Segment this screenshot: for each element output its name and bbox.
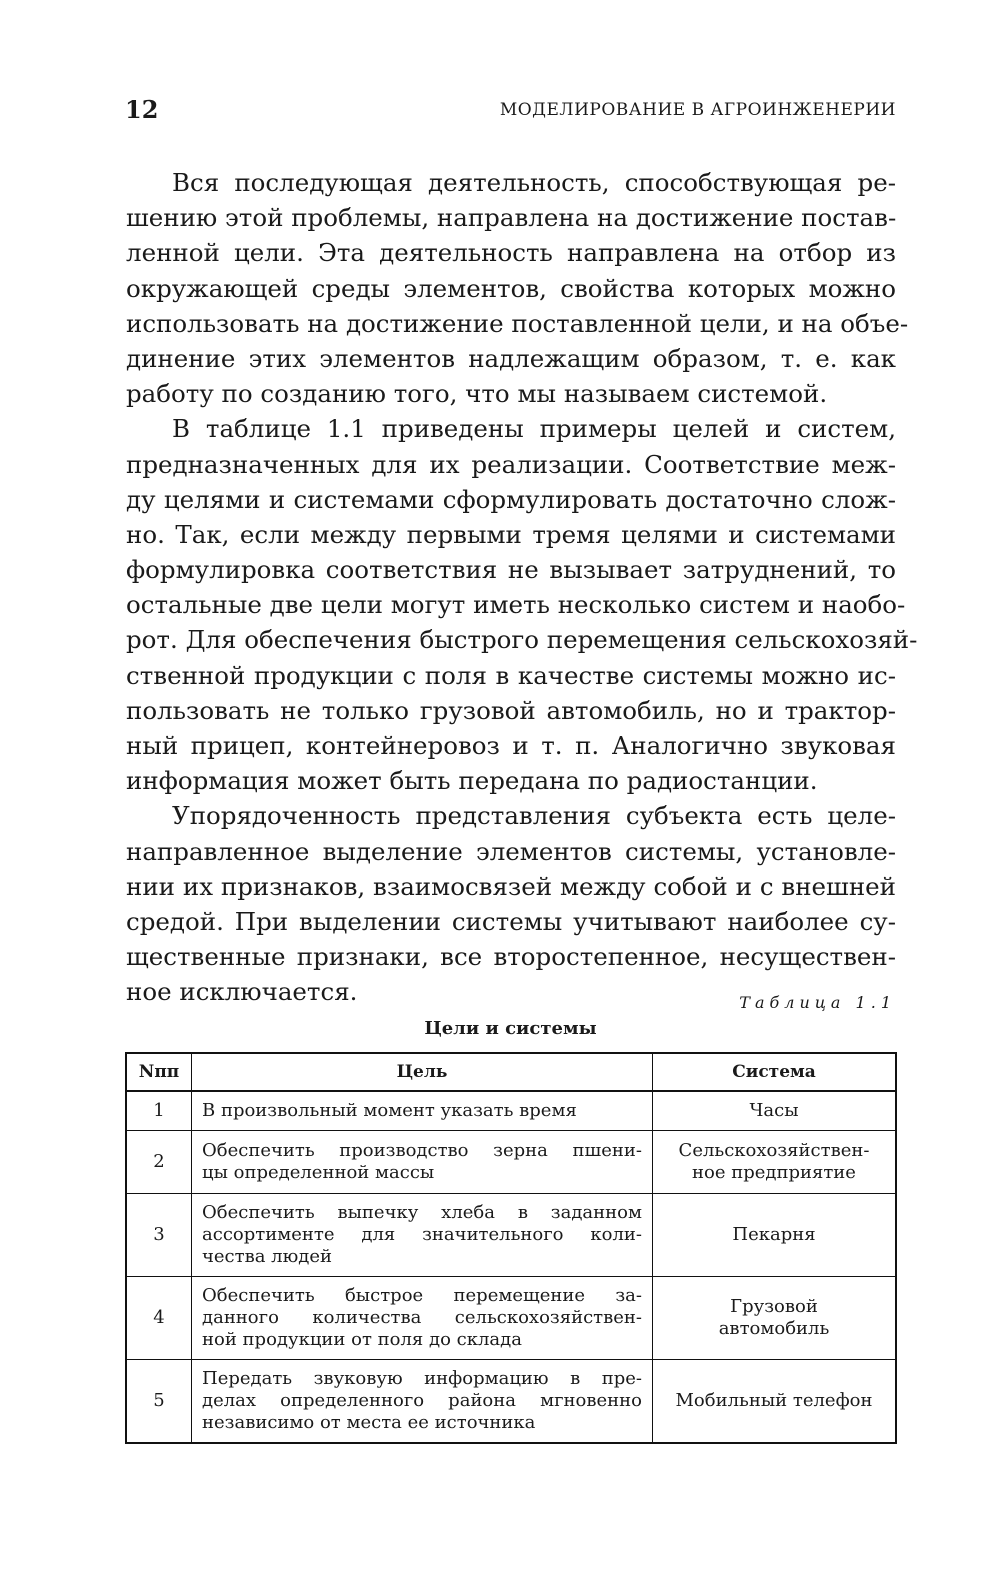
goal-line: ной продукции от поля до склада (202, 1329, 522, 1350)
system-cell (653, 1091, 897, 1131)
text-line: нии их признаков, взаимосвязей между собой и с внешней (126, 871, 896, 901)
body-text (126, 165, 918, 1010)
text-line: щественные признаки, все второстепенное, несуществен- (126, 942, 896, 972)
system-line: Грузовой (730, 1296, 818, 1317)
system-cell (653, 1277, 897, 1360)
text-line: средой. При выделении системы учитывают наиболее су- (126, 906, 896, 936)
text-line: ный прицеп, контейнеровоз и т. п. Аналогично звуковая (126, 731, 896, 760)
header-system: Система (653, 1053, 897, 1091)
goal-cell (192, 1131, 653, 1194)
system-line: ное предприятие (692, 1162, 856, 1183)
text-line: информация может быть передана по радиостанции. (126, 766, 818, 796)
system-line: Сельскохозяйствен- (678, 1140, 870, 1161)
goal-line: Обеспечить выпечку хлеба в заданном (202, 1202, 642, 1223)
table-title: Цели и системы (424, 1018, 597, 1039)
page-number: 12 (125, 95, 159, 124)
goal-line: ассортименте для значительного коли- (202, 1224, 642, 1245)
goal-cell (192, 1277, 653, 1360)
goal-line: чества людей (202, 1246, 333, 1267)
table-row (126, 1194, 896, 1277)
goals-systems-table (125, 1052, 897, 1444)
row-number: 2 (126, 1131, 192, 1194)
goal-line: Обеспечить производство зерна пшени- (202, 1140, 642, 1161)
goal-cell (192, 1360, 653, 1444)
system-line: Пекарня (732, 1224, 816, 1245)
header-number: Nпп (126, 1053, 192, 1091)
text-line: пользовать не только грузовой автомобиль, но и трактор- (126, 695, 896, 725)
text-line: рот. Для обеспечения быстрого перемещения сельскохозяй- (126, 625, 918, 655)
text-line: ственной продукции с поля в качестве системы можно ис- (126, 660, 896, 690)
row-number: 4 (126, 1277, 192, 1360)
goal-line: цы определенной массы (202, 1162, 435, 1183)
text-line: Упорядоченность представления субъекта есть целе- (172, 801, 896, 831)
goal-line: делах определенного района мгновенно (202, 1390, 642, 1411)
header-goal: Цель (192, 1053, 653, 1091)
table-row (126, 1277, 896, 1360)
table-row (126, 1360, 896, 1444)
text-line: направленное выделение элементов системы, установле- (126, 836, 896, 866)
table-header-row (126, 1053, 896, 1091)
text-line: но. Так, если между первыми тремя целями и системами (126, 519, 896, 549)
goal-line: Обеспечить быстрое перемещение за- (202, 1285, 642, 1306)
text-line: окружающей среды элементов, свойства которых можно (126, 273, 896, 303)
table-row (126, 1091, 896, 1131)
goal-line: Передать звуковую информацию в пре- (202, 1368, 642, 1389)
goal-line: данного количества сельскохозяйствен- (202, 1307, 642, 1328)
table-label: Таблица 1.1 (739, 993, 896, 1012)
text-line: динение этих элементов надлежащим образом, т. е. как (126, 343, 896, 373)
text-line: формулировка соответствия не вызывает затруднений, то (126, 555, 896, 585)
text-line: использовать на достижение поставленной цели, и на объе- (126, 308, 909, 338)
text-line: Вся последующая деятельность, способствующая ре- (172, 168, 896, 197)
row-number: 3 (126, 1194, 192, 1277)
text-line: шению этой проблемы, направлена на достижение постав- (126, 203, 897, 233)
system-line: Мобильный телефон (675, 1390, 873, 1411)
text-line: ное исключается. (126, 977, 358, 1007)
paragraph (126, 798, 896, 1009)
text-line: работу по созданию того, что мы называем системой. (126, 379, 828, 409)
system-line: автомобиль (718, 1318, 830, 1339)
running-title: МОДЕЛИРОВАНИЕ В АГРОИНЖЕНЕРИИ (499, 100, 896, 120)
system-cell (653, 1131, 897, 1194)
goal-cell (192, 1091, 653, 1131)
text-line: предназначенных для их реализации. Соответствие меж- (126, 449, 896, 479)
text-line: ду целями и системами сформулировать достаточно слож- (126, 484, 896, 514)
goal-line: независимо от места ее источника (202, 1412, 536, 1433)
table-row (126, 1131, 896, 1194)
text-line: ленной цели. Эта деятельность направлена на отбор из (126, 238, 896, 268)
paragraph (126, 165, 909, 411)
system-cell (653, 1194, 897, 1277)
text-line: остальные две цели могут иметь несколько систем и наобо- (126, 590, 906, 620)
system-cell (653, 1360, 897, 1444)
goal-cell (192, 1194, 653, 1277)
row-number: 1 (126, 1091, 192, 1131)
goal-line: В произвольный момент указать время (202, 1100, 577, 1121)
paragraph (126, 411, 918, 798)
text-line: В таблице 1.1 приведены примеры целей и систем, (172, 414, 896, 444)
row-number: 5 (126, 1360, 192, 1444)
system-line: Часы (749, 1100, 799, 1121)
